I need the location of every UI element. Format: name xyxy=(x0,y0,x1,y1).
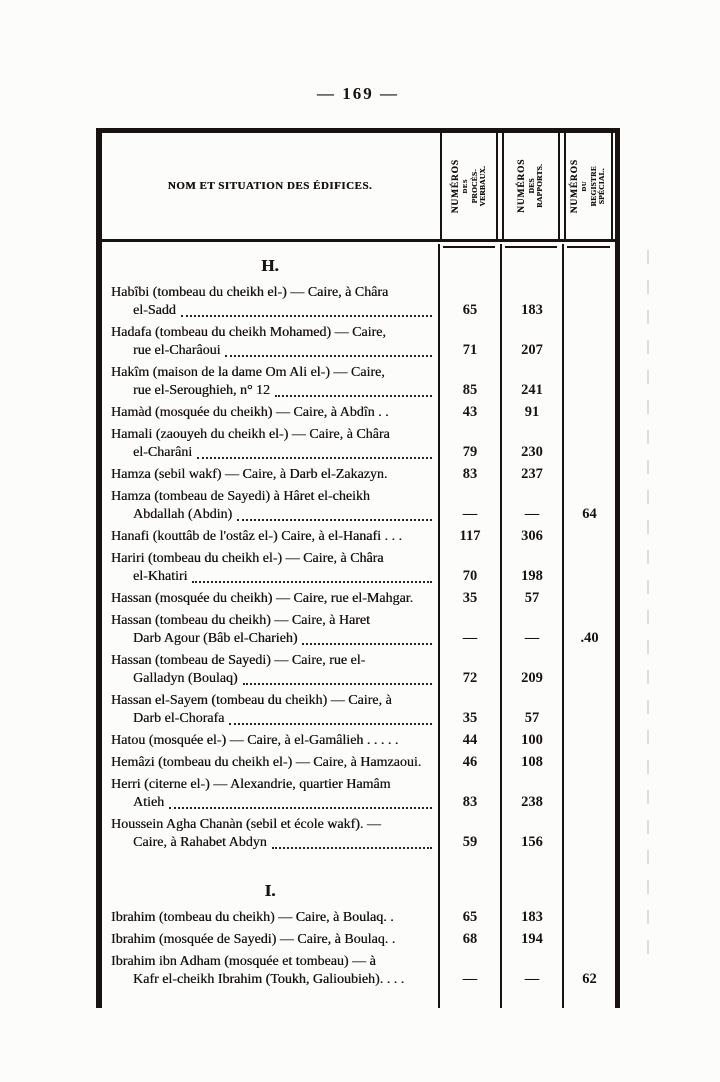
rotated-header-text xyxy=(452,159,487,213)
table-row xyxy=(102,425,615,465)
table-row xyxy=(102,731,615,753)
entry-line-1 xyxy=(111,776,435,794)
empty-num-cell xyxy=(562,244,615,283)
num-rapports: 238 xyxy=(500,775,562,815)
border-filler-row xyxy=(102,992,615,1008)
entry-line-1 xyxy=(111,488,435,506)
table-row xyxy=(102,283,615,323)
num-proces-verbaux: — xyxy=(438,952,500,992)
num-proces-verbaux: — xyxy=(438,487,500,527)
table-row xyxy=(102,527,615,549)
entry-line-1 xyxy=(111,953,435,971)
entry-text: Darb Agour (Bâb el-Charieh) xyxy=(133,631,298,646)
section-letter: I. xyxy=(264,881,276,900)
section-row xyxy=(102,855,615,908)
dot-leader xyxy=(243,683,432,685)
num-proces-verbaux: 71 xyxy=(438,323,500,363)
entry-line-2 xyxy=(111,971,435,989)
filler-cell xyxy=(438,992,500,1008)
entry-text: Hadafa (tombeau du cheikh Mohamed) — Caire, xyxy=(111,325,386,340)
entry-name xyxy=(102,589,438,611)
filler-cell xyxy=(102,992,438,1008)
entry-line-1 xyxy=(111,612,435,630)
entry-line-2 xyxy=(111,630,435,648)
num-proces-verbaux: 68 xyxy=(438,930,500,952)
entry-line-2 xyxy=(111,710,435,728)
entry-text: Herri (citerne el-) — Alexandrie, quartier Hamâm xyxy=(111,777,391,792)
entry-name xyxy=(102,952,438,992)
entry-line-2 xyxy=(111,794,435,812)
filler-cell xyxy=(500,992,562,1008)
table-row xyxy=(102,908,615,930)
dot-leader xyxy=(192,581,432,583)
entry-text: Houssein Agha Chanàn (sebil et école wakf). — xyxy=(111,817,381,832)
entry-line-2 xyxy=(111,670,435,688)
entry-line-1 xyxy=(111,284,435,302)
entry-name xyxy=(102,691,438,731)
num-rapports: — xyxy=(500,952,562,992)
table-row xyxy=(102,323,615,363)
entry-name xyxy=(102,930,438,952)
entry-text: Habîbi (tombeau du cheikh el-) — Caire, à Châra xyxy=(111,285,389,300)
entry-line-2 xyxy=(111,834,435,852)
entry-name xyxy=(102,425,438,465)
num-rapports: 230 xyxy=(500,425,562,465)
entry-text: Hamza (tombeau de Sayedi) à Hâret el-cheikh xyxy=(111,489,370,504)
entry-text: Hemâzi (tombeau du cheikh el-) — Caire, à Hamzaoui. xyxy=(111,755,422,770)
column-header-registre-special xyxy=(564,133,613,239)
num-proces-verbaux: 46 xyxy=(438,753,500,775)
scan-artifact xyxy=(647,250,649,960)
table-row xyxy=(102,465,615,487)
num-proces-verbaux: 35 xyxy=(438,691,500,731)
entry-line-1 xyxy=(111,909,435,927)
dot-leader xyxy=(275,395,432,397)
entry-text: Hatou (mosquée el-) — Caire, à el-Gamâlieh . . . . . xyxy=(111,733,399,748)
entry-text: Hamza (sebil wakf) — Caire, à Darb el-Zakazyn. xyxy=(111,467,388,482)
num-rapports: 91 xyxy=(500,403,562,425)
entry-line-1 xyxy=(111,754,435,772)
table-row xyxy=(102,487,615,527)
entry-text: Abdallah (Abdin) xyxy=(133,507,233,522)
header-line: NUMÉROS xyxy=(450,158,461,214)
num-registre-special xyxy=(562,753,615,775)
num-rapports: 57 xyxy=(500,691,562,731)
entry-text: Caire, à Rahabet Abdyn xyxy=(133,835,267,850)
entry-text: Kafr el-cheikh Ibrahim (Toukh, Galioubieh). . . . xyxy=(133,972,405,987)
num-rapports: — xyxy=(500,487,562,527)
entry-name xyxy=(102,549,438,589)
entry-name xyxy=(102,527,438,549)
entry-text: Ibrahim (tombeau du cheikh) — Caire, à Boulaq. . xyxy=(111,910,394,925)
num-registre-special xyxy=(562,691,615,731)
num-proces-verbaux: 70 xyxy=(438,549,500,589)
table-row xyxy=(102,363,615,403)
num-registre-special xyxy=(562,651,615,691)
entry-text: Hanafi (kouttâb de l'ostâz el-) Caire, à el-Hanafi . . . xyxy=(111,529,402,544)
entry-line-1 xyxy=(111,692,435,710)
entry-line-1 xyxy=(111,931,435,949)
num-rapports: 156 xyxy=(500,815,562,855)
num-proces-verbaux: 79 xyxy=(438,425,500,465)
table-row xyxy=(102,589,615,611)
column-header-proces-verbaux xyxy=(440,133,498,239)
num-proces-verbaux: 65 xyxy=(438,908,500,930)
entry-name xyxy=(102,403,438,425)
empty-num-cell xyxy=(500,244,562,283)
entry-name xyxy=(102,363,438,403)
entry-line-1 xyxy=(111,732,435,750)
table-row xyxy=(102,403,615,425)
entry-line-1 xyxy=(111,652,435,670)
entry-line-1 xyxy=(111,550,435,568)
num-registre-special xyxy=(562,527,615,549)
table-row xyxy=(102,611,615,651)
table-row xyxy=(102,815,615,855)
num-registre-special xyxy=(562,549,615,589)
entry-line-2 xyxy=(111,382,435,400)
entry-text: Hariri (tombeau du cheikh el-) — Caire, à Châra xyxy=(111,551,384,566)
table-body xyxy=(102,242,615,1008)
entry-text: Hassan el-Sayem (tombeau du cheikh) — Caire, à xyxy=(111,693,392,708)
entry-text: el-Khatiri xyxy=(133,569,188,584)
entry-name xyxy=(102,815,438,855)
num-registre-special xyxy=(562,731,615,753)
header-line: DU xyxy=(581,180,589,192)
num-proces-verbaux: 83 xyxy=(438,465,500,487)
num-registre-special xyxy=(562,323,615,363)
num-proces-verbaux: 72 xyxy=(438,651,500,691)
entry-name xyxy=(102,775,438,815)
num-registre-special: .40 xyxy=(562,611,615,651)
table-row xyxy=(102,952,615,992)
entry-text: Ibrahim ibn Adham (mosquée et tombeau) — à xyxy=(111,954,376,969)
dot-leader xyxy=(272,847,432,849)
section-row xyxy=(102,244,615,283)
column-header-name: NOM ET SITUATION DES ÉDIFICES. xyxy=(167,180,373,192)
table-row xyxy=(102,651,615,691)
entry-name xyxy=(102,908,438,930)
entry-text: el-Sadd xyxy=(133,303,176,318)
entry-line-2 xyxy=(111,302,435,320)
table-header-row xyxy=(102,133,615,242)
edifices-table xyxy=(96,128,620,1008)
entry-text: Atieh xyxy=(133,795,165,810)
entry-name xyxy=(102,487,438,527)
rotated-header-text xyxy=(571,159,606,213)
entry-line-2 xyxy=(111,506,435,524)
entry-name xyxy=(102,465,438,487)
dot-leader xyxy=(229,723,432,725)
num-rapports: 183 xyxy=(500,908,562,930)
section-letter: H. xyxy=(261,256,279,275)
entry-text: Hassan (mosquée du cheikh) — Caire, rue el-Mahgar. xyxy=(111,591,414,606)
num-rapports: 237 xyxy=(500,465,562,487)
entry-line-2 xyxy=(111,568,435,586)
entry-line-1 xyxy=(111,364,435,382)
num-rapports: 108 xyxy=(500,753,562,775)
entry-line-2 xyxy=(111,444,435,462)
num-registre-special xyxy=(562,425,615,465)
entry-text: Hamàd (mosquée du cheikh) — Caire, à Abdîn . . xyxy=(111,405,389,420)
num-registre-special xyxy=(562,908,615,930)
num-registre-special: 64 xyxy=(562,487,615,527)
table-row xyxy=(102,775,615,815)
num-rapports: — xyxy=(500,611,562,651)
entry-line-2 xyxy=(111,342,435,360)
num-rapports: 57 xyxy=(500,589,562,611)
num-rapports: 198 xyxy=(500,549,562,589)
entry-line-1 xyxy=(111,324,435,342)
header-line: DES xyxy=(461,178,469,194)
num-registre-special xyxy=(562,363,615,403)
entry-text: rue el-Charâoui xyxy=(133,343,221,358)
dot-leader xyxy=(237,519,432,521)
entry-text: Hamali (zaouyeh du cheikh el-) — Caire, à Châra xyxy=(111,427,390,442)
dot-leader xyxy=(225,355,432,357)
entry-name xyxy=(102,323,438,363)
num-rapports: 207 xyxy=(500,323,562,363)
num-registre-special xyxy=(562,465,615,487)
num-rapports: 306 xyxy=(500,527,562,549)
empty-num-cell xyxy=(562,855,615,908)
num-rapports: 100 xyxy=(500,731,562,753)
num-proces-verbaux: 44 xyxy=(438,731,500,753)
num-registre-special xyxy=(562,930,615,952)
entry-text: el-Charâni xyxy=(133,445,193,460)
num-proces-verbaux: 65 xyxy=(438,283,500,323)
dot-leader xyxy=(169,807,432,809)
header-line: PROCÈS-VERBAUX. xyxy=(469,165,487,207)
filler-cell xyxy=(562,992,615,1008)
empty-num-cell xyxy=(438,855,500,908)
entry-text: Galladyn (Boulaq) xyxy=(133,671,238,686)
entry-text: Darb el-Chorafa xyxy=(133,711,225,726)
rotated-header-text xyxy=(518,159,544,213)
entry-line-1 xyxy=(111,466,435,484)
num-rapports: 183 xyxy=(500,283,562,323)
num-proces-verbaux: 59 xyxy=(438,815,500,855)
dot-leader xyxy=(197,457,432,459)
header-line: DES RAPPORTS. xyxy=(527,164,544,208)
num-registre-special xyxy=(562,403,615,425)
num-proces-verbaux: 117 xyxy=(438,527,500,549)
entry-line-1 xyxy=(111,528,435,546)
entry-line-1 xyxy=(111,816,435,834)
empty-num-cell xyxy=(438,244,500,283)
header-line: NUMÉROS xyxy=(570,158,581,214)
num-proces-verbaux: 43 xyxy=(438,403,500,425)
table-row xyxy=(102,753,615,775)
header-line: NUMÉROS xyxy=(517,158,528,214)
table-row xyxy=(102,549,615,589)
num-proces-verbaux: 83 xyxy=(438,775,500,815)
header-line: REGISTRE SPÉCIAL. xyxy=(589,165,606,207)
num-proces-verbaux: 35 xyxy=(438,589,500,611)
column-header-rapports xyxy=(502,133,560,239)
dot-leader xyxy=(181,315,432,317)
table-row xyxy=(102,691,615,731)
entry-name xyxy=(102,651,438,691)
entry-line-1 xyxy=(111,590,435,608)
entry-text: Hassan (tombeau de Sayedi) — Caire, rue el- xyxy=(111,653,366,668)
entry-line-1 xyxy=(111,426,435,444)
num-registre-special xyxy=(562,815,615,855)
table-row xyxy=(102,930,615,952)
num-rapports: 209 xyxy=(500,651,562,691)
entry-name xyxy=(102,611,438,651)
num-registre-special xyxy=(562,283,615,323)
num-proces-verbaux: — xyxy=(438,611,500,651)
num-rapports: 241 xyxy=(500,363,562,403)
entry-text: Hakîm (maison de la dame Om Ali el-) — Caire, xyxy=(111,365,385,380)
entry-name xyxy=(102,731,438,753)
entry-text: Hassan (tombeau du cheikh) — Caire, à Haret xyxy=(111,613,370,628)
num-rapports: 194 xyxy=(500,930,562,952)
num-registre-special xyxy=(562,775,615,815)
entry-text: rue el-Seroughieh, n° 12 xyxy=(133,383,271,398)
entry-line-1 xyxy=(111,404,435,422)
num-registre-special: 62 xyxy=(562,952,615,992)
entry-name xyxy=(102,283,438,323)
dot-leader xyxy=(302,643,432,645)
empty-num-cell xyxy=(500,855,562,908)
page-number: — 169 — xyxy=(317,84,399,103)
entry-name xyxy=(102,753,438,775)
entry-text: Ibrahim (mosquée de Sayedi) — Caire, à Boulaq. . xyxy=(111,932,396,947)
num-registre-special xyxy=(562,589,615,611)
num-proces-verbaux: 85 xyxy=(438,363,500,403)
